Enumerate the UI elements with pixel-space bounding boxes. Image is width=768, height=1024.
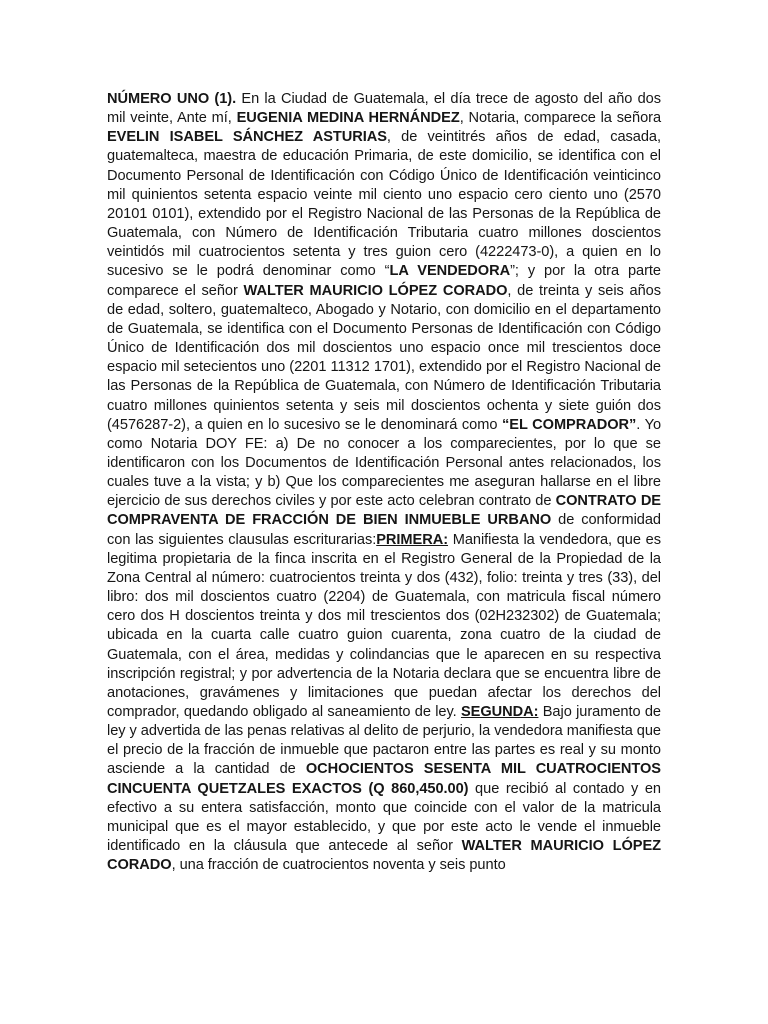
bold-text: “EL COMPRADOR” — [502, 416, 637, 433]
bold-text: WALTER MAURICIO LÓPEZ CORADO — [243, 282, 508, 299]
clause-heading-bold — [461, 704, 538, 720]
clause-heading: PRIMERA: — [376, 531, 449, 548]
bold-text: NÚMERO UNO (1). — [107, 91, 237, 107]
bold-text: EUGENIA MEDINA HERNÁNDEZ — [236, 110, 460, 127]
body-text: de conformidad con las siguientes clausulas escriturarias: — [107, 512, 661, 548]
body-text: Manifiesta la vendedora, que es legitima propietaria de la finca inscrita en el Registro General de la Propiedad de la Zona Central al número: cuatrocientos treinta y dos (432), folio: treinta y tres (33), del libro: dos mil doscientos cuatro (2204) de Guatemala, con matricula fiscal número cero dos H doscientos treinta y dos mil trescientos dos (02H232302) de Guatemala; ubicada en la cuarta calle cuatro guion cuarenta, zona cuatro de la ciudad de Guatemala, con el área, medidas y colindancias que le aparecen en su respectiva inscripción registral; y por advertencia de la Notaria declara que se encuentra libre de anotaciones, gravámenes y limitaciones que puedan afectar los derechos del comprador, quedando obligado al saneamiento de ley. — [107, 531, 661, 720]
deed-body-paragraph — [107, 90, 661, 875]
body-text: , Notaria, comparece la señora — [459, 110, 662, 127]
bold-text: WALTER MAURICIO LÓPEZ CORADO — [107, 838, 661, 874]
clause-heading-bold — [376, 532, 448, 548]
bold-text: CONTRATO DE COMPRAVENTA DE FRACCIÓN DE BIEN INMUEBLE URBANO — [107, 493, 661, 529]
body-text: , de treinta y seis años de edad, soltero, guatemalteco, Abogado y Notario, con domicilio en el departamento de Guatemala, se identifica con el Documento Personas de Identificación con Código Único de Identificación dos mil doscientos uno espacio once mil trescientos doce espacio mil setecientos uno (2201 11312 1701), extendido por el Registro Nacional de las Personas de la República de Guatemala, con Número de Identificación Tributaria cuatro millones quinientos setenta y seis mil doscientos ochenta y siete guión dos (4576287-2), a quien en lo sucesivo se le denominará como — [107, 282, 661, 433]
bold-text: LA VENDEDORA — [389, 263, 511, 280]
body-text: , de veintitrés años de edad, casada, guatemalteca, maestra de educación Primaria, de este domicilio, se identifica con el Documento Personal de Identificación con Código Único de Identificación veinticinco mil quinientos setenta espacio veinte mil ciento uno espacio cero ciento uno (2570 20101 0101), extendido por el Registro Nacional de las Personas de la República de Guatemala, con Número de Identificación Tributaria cuatro millones doscientos veintidós mil cuatrocientos setenta y tres guion cero (4222473-0), a quien en lo sucesivo se le podrá denominar como “ — [107, 129, 661, 280]
body-text: ”; y por la otra parte comparece el señor — [107, 263, 662, 299]
body-text: que recibió al contado y en efectivo a su entera satisfacción, monto que coincide con el valor de la matricula municipal que es el mayor establecido, y que por este acto le vende el inmueble identificado en la cláusula que antecede al señor — [107, 780, 661, 855]
body-text: En la Ciudad de Guatemala, el día trece de agosto del año dos mil veinte, Ante mí, — [107, 91, 661, 127]
bold-text: EVELIN ISABEL SÁNCHEZ ASTURIAS — [107, 129, 387, 146]
clause-heading: SEGUNDA: — [460, 704, 539, 720]
body-text: . Yo como Notaria DOY FE: a) De no conocer a los comparecientes, por lo que se identificaron con los Documentos de Identificación Personal antes relacionados, los cuales tuve a la vista; y b) Que los comparecientes me aseguran hallarse en el libre ejercicio de sus derechos civiles y por este acto celebran contrato de — [107, 416, 662, 510]
body-text: , una fracción de cuatrocientos noventa y seis punto — [171, 857, 506, 874]
body-text: Bajo juramento de ley y advertida de las penas relativas al delito de perjurio, la vendedora manifiesta que el precio de la fracción de inmueble que pactaron entre las partes es real y su monto asciende a la cantidad de — [107, 704, 662, 778]
bold-text: OCHOCIENTOS SESENTA MIL CUATROCIENTOS CINCUENTA QUETZALES EXACTOS (Q 860,450.00) — [107, 761, 661, 797]
